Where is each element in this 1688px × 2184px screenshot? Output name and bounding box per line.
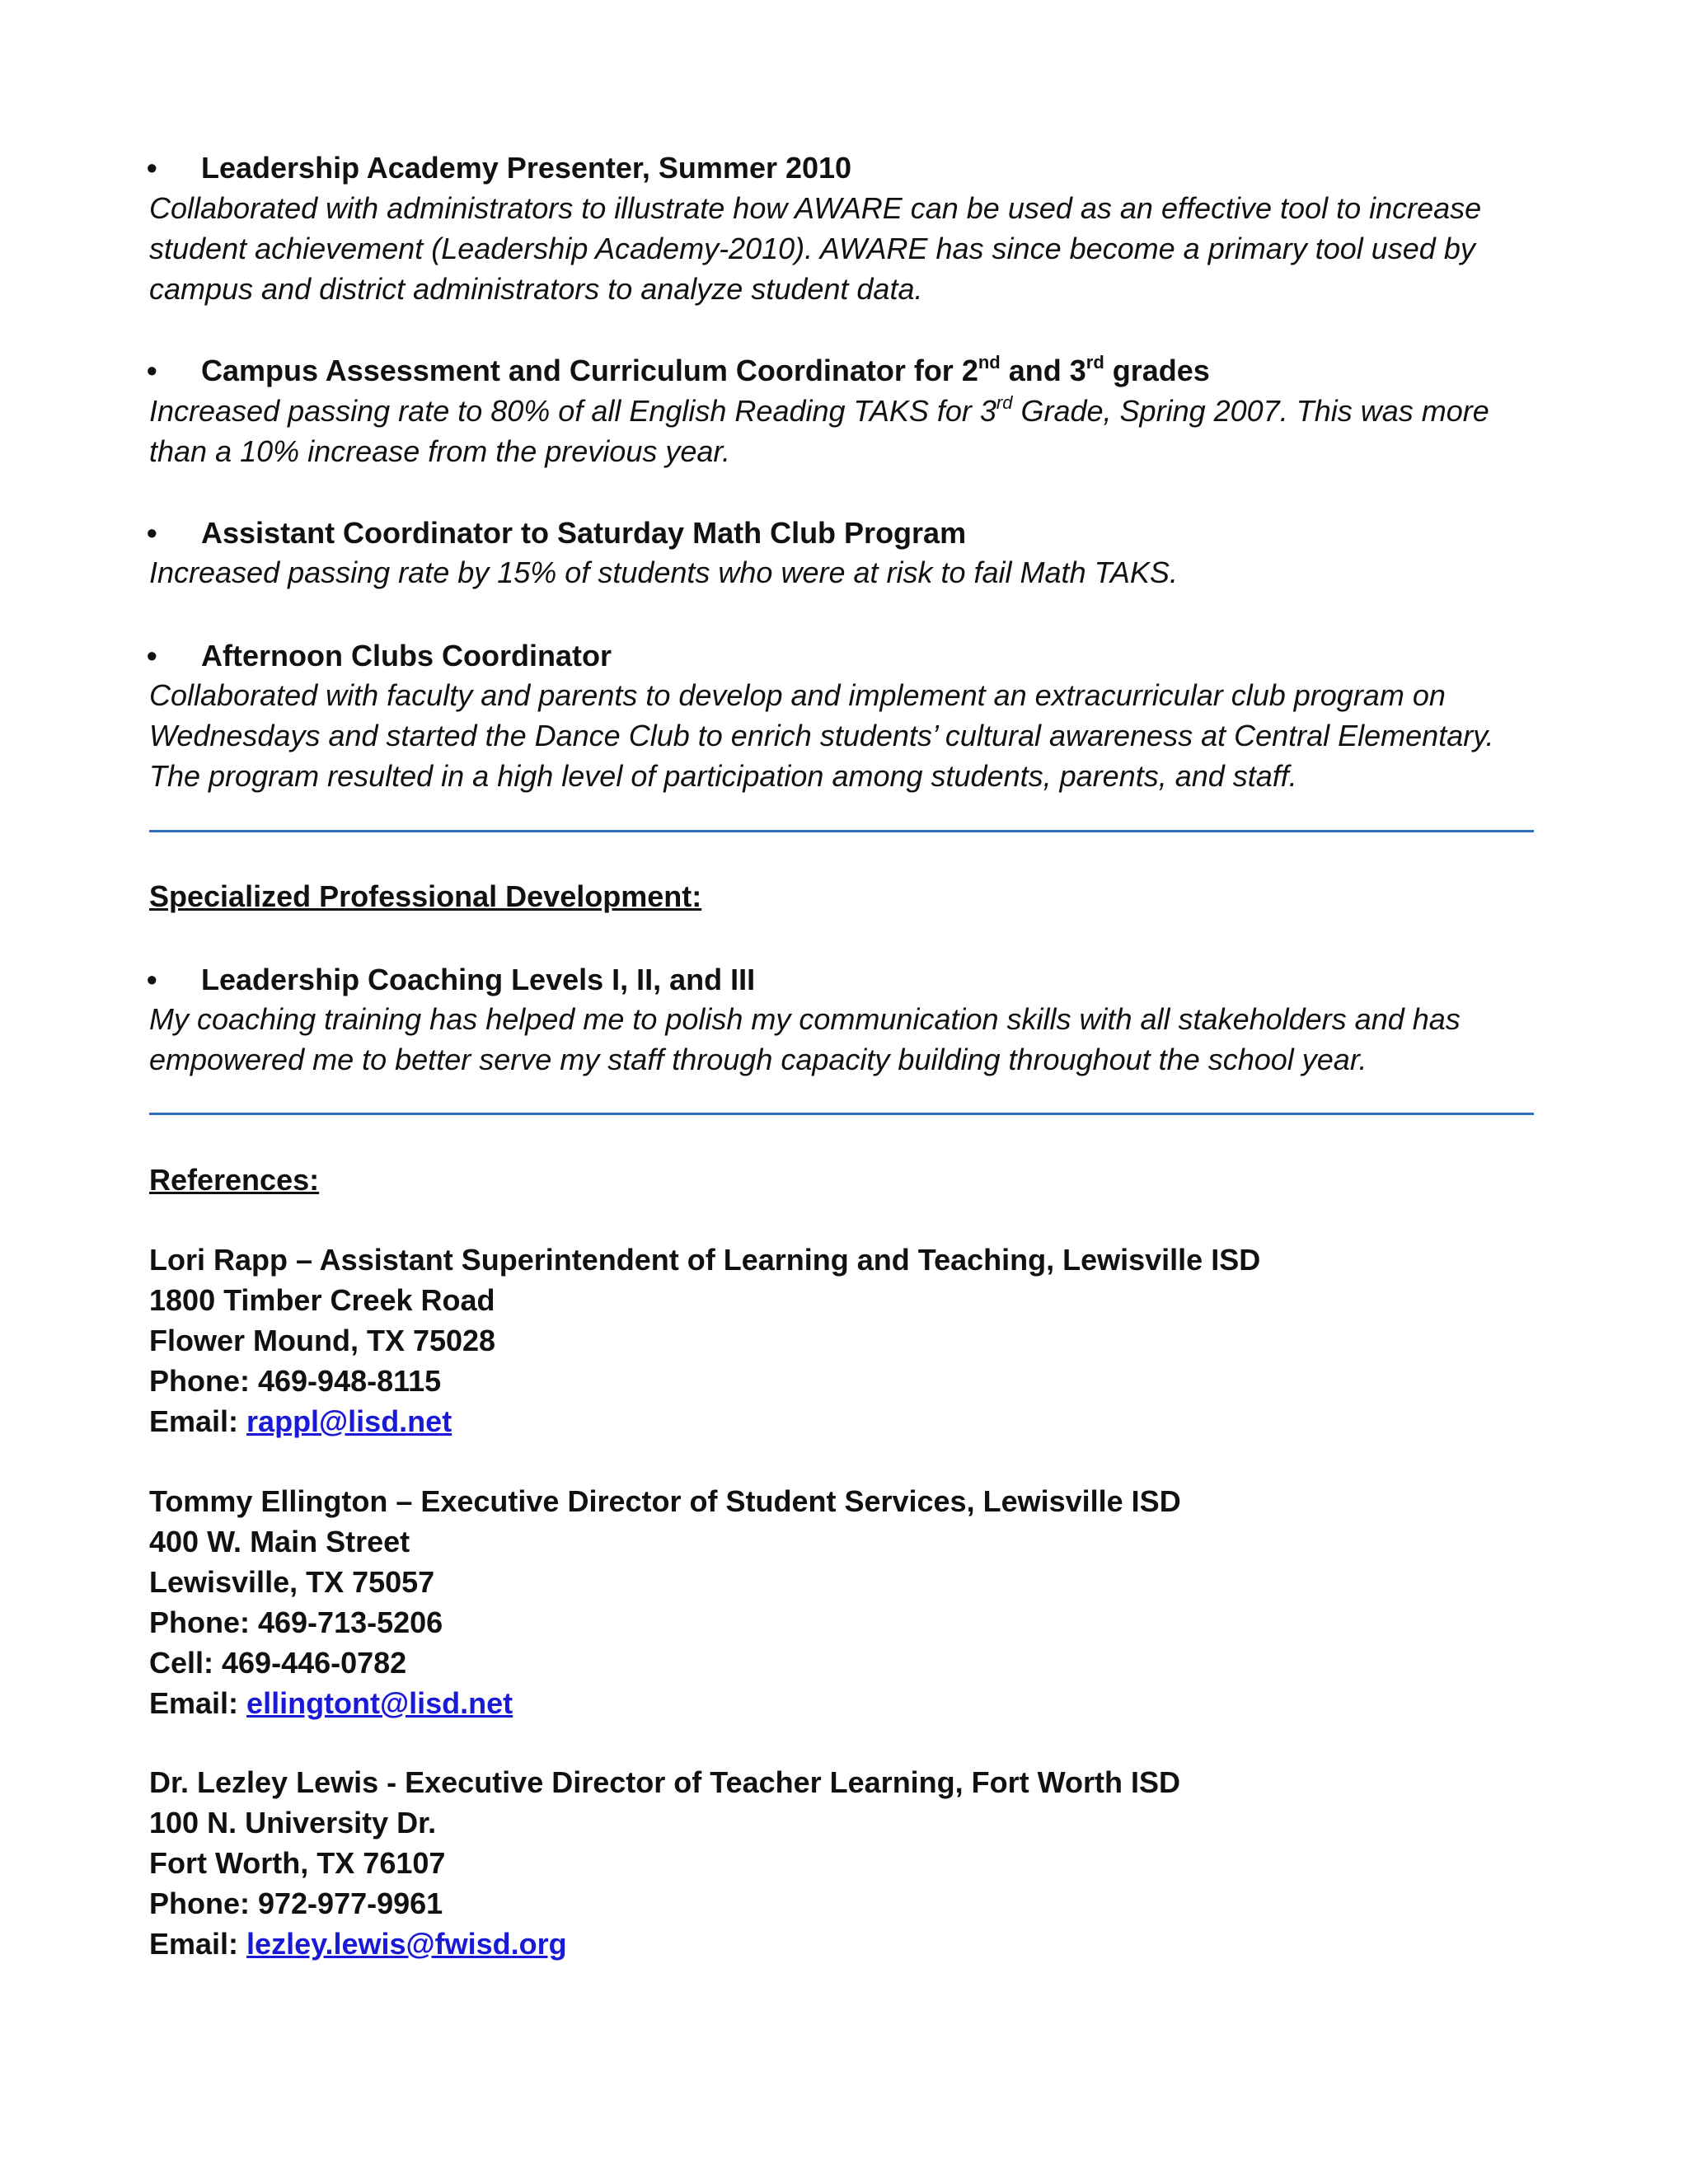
reference-email-row [149, 1401, 1260, 1441]
description-line: The program resulted in a high level of participation among students, parents, and staff. [149, 759, 1297, 793]
reference-email-row [149, 1683, 1181, 1723]
description-line [149, 391, 1550, 431]
accomplishment-title [147, 516, 967, 550]
reference-name-title: Lori Rapp – Assistant Superintendent of Learning and Teaching, Lewisville ISD [149, 1243, 1261, 1277]
accomplishment-title [147, 151, 852, 185]
reference-city: Fort Worth, TX 76107 [149, 1846, 446, 1880]
section-heading-professional-development: Specialized Professional Development: [149, 879, 702, 913]
description-line: Wednesdays and started the Dance Club to enrich students’ cultural awareness at Central Elementary. [149, 719, 1494, 752]
accomplishment-description [149, 675, 1550, 796]
description-line: Collaborated with faculty and parents to develop and implement an extracurricular club program on [149, 678, 1446, 712]
ordinal-superscript: rd [1085, 352, 1104, 373]
description-line: campus and district administrators to analyze student data. [149, 272, 923, 306]
email-link[interactable]: rappl@lisd.net [246, 1404, 452, 1438]
reference-entry [149, 1762, 1180, 1964]
development-item-description [149, 999, 1550, 1080]
email-link[interactable]: lezley.lewis@fwisd.org [246, 1927, 567, 1961]
description-line: Increased passing rate by 15% of students who were at risk to fail Math TAKS. [149, 555, 1178, 589]
reference-street: 100 N. University Dr. [149, 1806, 437, 1840]
title-part: and 3 [1000, 354, 1086, 387]
description-line: empowered me to better serve my staff through capacity building throughout the school year. [149, 1043, 1367, 1076]
description-line: My coaching training has helped me to polish my communication skills with all stakeholders and has [149, 1002, 1461, 1036]
section-divider [149, 1113, 1534, 1115]
accomplishment-title-text: Leadership Academy Presenter, Summer 2010 [201, 151, 852, 185]
section-heading-references: References: [149, 1163, 320, 1197]
reference-name-title: Tommy Ellington – Executive Director of Student Services, Lewisville ISD [149, 1484, 1181, 1518]
section-divider [149, 830, 1534, 832]
bullet-icon: • [147, 963, 157, 996]
accomplishment-description [149, 552, 1550, 593]
reference-phone: Phone: 469-948-8115 [149, 1364, 442, 1398]
reference-street: 400 W. Main Street [149, 1525, 410, 1558]
description-part: Grade, Spring 2007. This was more [1012, 394, 1489, 428]
reference-phone: Phone: 972-977-9961 [149, 1886, 443, 1920]
description-line: than a 10% increase from the previous year. [149, 434, 731, 468]
accomplishment-title-text: Afternoon Clubs Coordinator [201, 639, 612, 673]
description-part: Increased passing rate to 80% of all English Reading TAKS for 3 [149, 394, 996, 428]
accomplishment-description [149, 391, 1550, 471]
reference-email-row [149, 1924, 1180, 1964]
accomplishment-title [147, 639, 612, 673]
accomplishment-description [149, 188, 1550, 309]
reference-city: Flower Mound, TX 75028 [149, 1324, 496, 1357]
accomplishment-title-text: Assistant Coordinator to Saturday Math Club Program [201, 516, 967, 550]
ordinal-superscript: nd [978, 352, 1001, 373]
bullet-icon: • [147, 151, 157, 185]
reference-city: Lewisville, TX 75057 [149, 1565, 435, 1599]
ordinal-superscript: rd [996, 392, 1013, 413]
email-link[interactable]: ellingtont@lisd.net [246, 1686, 513, 1720]
email-label: Email: [149, 1686, 247, 1720]
reference-name-title: Dr. Lezley Lewis - Executive Director of Teacher Learning, Fort Worth ISD [149, 1765, 1180, 1799]
reference-entry [149, 1240, 1260, 1441]
development-item-title [147, 963, 756, 996]
accomplishment-title-text [201, 354, 1210, 387]
development-item-title-text: Leadership Coaching Levels I, II, and III [201, 963, 756, 996]
reference-cell: Cell: 469-446-0782 [149, 1646, 407, 1680]
email-label: Email: [149, 1404, 247, 1438]
bullet-icon: • [147, 516, 157, 550]
reference-street: 1800 Timber Creek Road [149, 1283, 495, 1317]
accomplishment-title [147, 352, 1210, 387]
title-part: grades [1104, 354, 1210, 387]
bullet-icon: • [147, 639, 157, 673]
description-line: Collaborated with administrators to illustrate how AWARE can be used as an effective tool to increase [149, 191, 1482, 225]
description-line: student achievement (Leadership Academy-2010). AWARE has since become a primary tool used by [149, 232, 1475, 265]
email-label: Email: [149, 1927, 247, 1961]
title-part: Campus Assessment and Curriculum Coordinator for 2 [201, 354, 978, 387]
reference-entry [149, 1481, 1181, 1723]
bullet-icon: • [147, 354, 157, 387]
reference-phone: Phone: 469-713-5206 [149, 1605, 443, 1639]
